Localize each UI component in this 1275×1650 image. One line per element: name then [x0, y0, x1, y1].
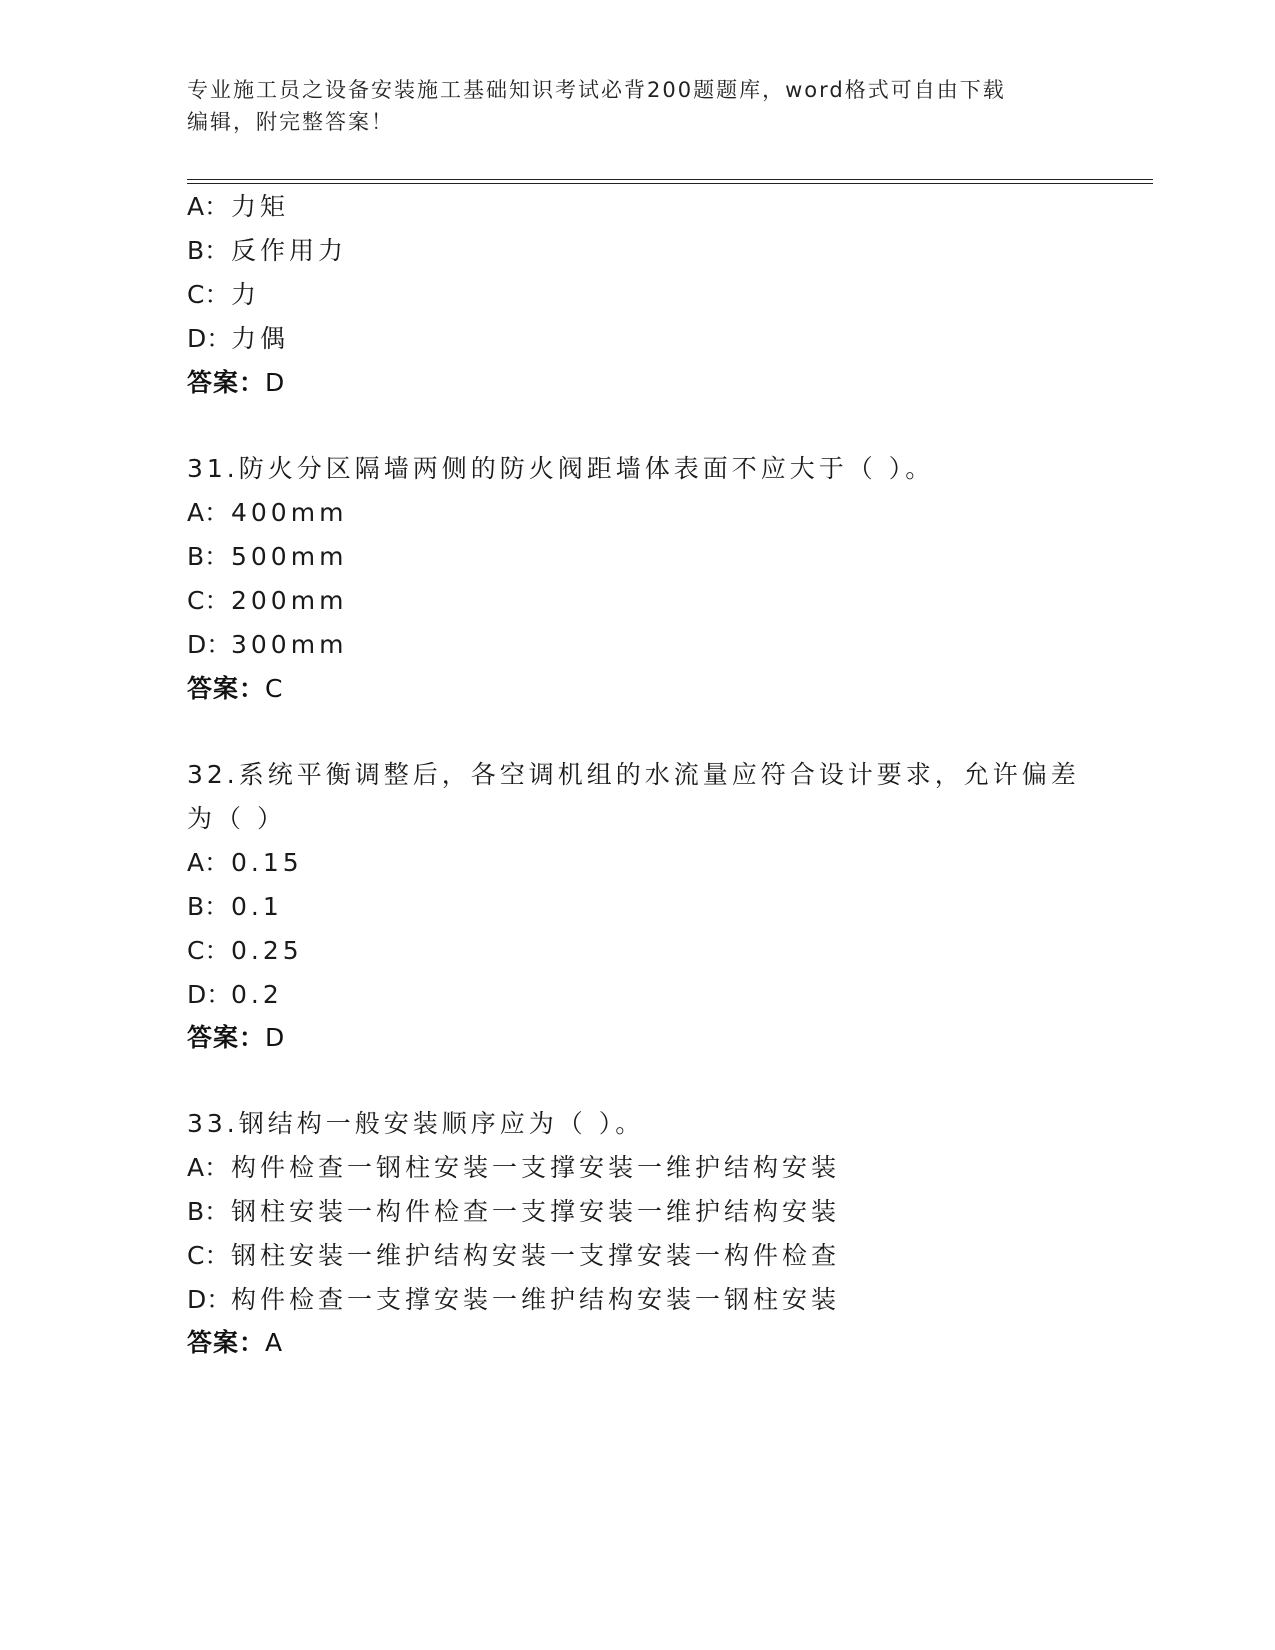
header-divider-bottom — [187, 183, 1153, 184]
answer-label: 答案： — [187, 368, 266, 397]
q31-question: 31.防火分区隔墙两侧的防火阀距墙体表面不应大于（ ）。 — [187, 454, 935, 483]
answer-value: D — [265, 1023, 286, 1052]
option-label: D： — [187, 980, 232, 1009]
option-label: C： — [187, 1241, 230, 1270]
answer-label: 答案： — [187, 674, 266, 703]
q33-option-c — [187, 1239, 840, 1273]
q33-option-a — [187, 1151, 840, 1185]
option-label: D： — [187, 630, 232, 659]
q32-option-a — [187, 846, 303, 880]
q32-option-b — [187, 890, 283, 924]
q31-option-d — [187, 628, 347, 662]
option-label: C： — [187, 280, 230, 309]
q31-option-a — [187, 496, 347, 530]
option-label: C： — [187, 936, 230, 965]
option-text: 钢柱安装一维护结构安装一支撑安装一构件检查 — [231, 1241, 841, 1270]
option-label: D： — [187, 1285, 232, 1314]
option-text: 力偶 — [231, 324, 290, 353]
q30-option-b — [187, 234, 347, 268]
option-label: B： — [187, 542, 230, 571]
option-label: A： — [187, 192, 230, 221]
q32-option-c — [187, 934, 303, 968]
q32-question-line-2: 为（ ） — [187, 804, 286, 833]
option-text: 构件检查一钢柱安装一支撑安装一维护结构安装 — [231, 1153, 841, 1182]
document-header — [187, 74, 1087, 138]
q33-option-d — [187, 1283, 840, 1317]
header-line-2: 编辑，附完整答案！ — [187, 110, 394, 134]
answer-value: A — [265, 1328, 284, 1357]
option-text: 钢柱安装一构件检查一支撑安装一维护结构安装 — [231, 1197, 841, 1226]
q33-answer — [187, 1326, 283, 1360]
q33-option-b — [187, 1195, 840, 1229]
q31-option-b — [187, 540, 347, 574]
q32-question-line-1: 32.系统平衡调整后，各空调机组的水流量应符合设计要求，允许偏差 — [187, 760, 1080, 789]
option-text: 力矩 — [231, 192, 290, 221]
q30-option-a — [187, 190, 289, 224]
option-text: 0.15 — [231, 848, 303, 877]
q32-option-d — [187, 978, 283, 1012]
header-line-1: 专业施工员之设备安装施工基础知识考试必背200题题库，word格式可自由下载 — [187, 78, 1006, 102]
option-label: C： — [187, 586, 230, 615]
option-label: A： — [187, 498, 230, 527]
header-divider-top — [187, 179, 1153, 180]
q30-option-c — [187, 278, 260, 312]
q32-answer — [187, 1021, 285, 1055]
option-text: 力 — [231, 280, 261, 309]
q31-option-c — [187, 584, 347, 618]
option-text: 反作用力 — [231, 236, 348, 265]
option-text: 0.25 — [231, 936, 303, 965]
option-label: A： — [187, 1153, 230, 1182]
option-text: 0.2 — [231, 980, 283, 1009]
answer-value: C — [265, 674, 284, 703]
answer-value: D — [265, 368, 286, 397]
option-text: 300mm — [231, 630, 348, 659]
q31-answer — [187, 672, 283, 706]
option-label: B： — [187, 892, 230, 921]
q30-answer — [187, 366, 285, 400]
option-text: 200mm — [231, 586, 348, 615]
option-label: B： — [187, 236, 230, 265]
q33-question: 33.钢结构一般安装顺序应为（ ）。 — [187, 1109, 645, 1138]
option-label: B： — [187, 1197, 230, 1226]
option-text: 0.1 — [231, 892, 283, 921]
option-text: 400mm — [231, 498, 348, 527]
option-text: 构件检查一支撑安装一维护结构安装一钢柱安装 — [231, 1285, 841, 1314]
option-label: A： — [187, 848, 230, 877]
answer-label: 答案： — [187, 1328, 266, 1357]
q30-option-d — [187, 322, 289, 356]
option-text: 500mm — [231, 542, 348, 571]
option-label: D： — [187, 324, 232, 353]
answer-label: 答案： — [187, 1023, 266, 1052]
